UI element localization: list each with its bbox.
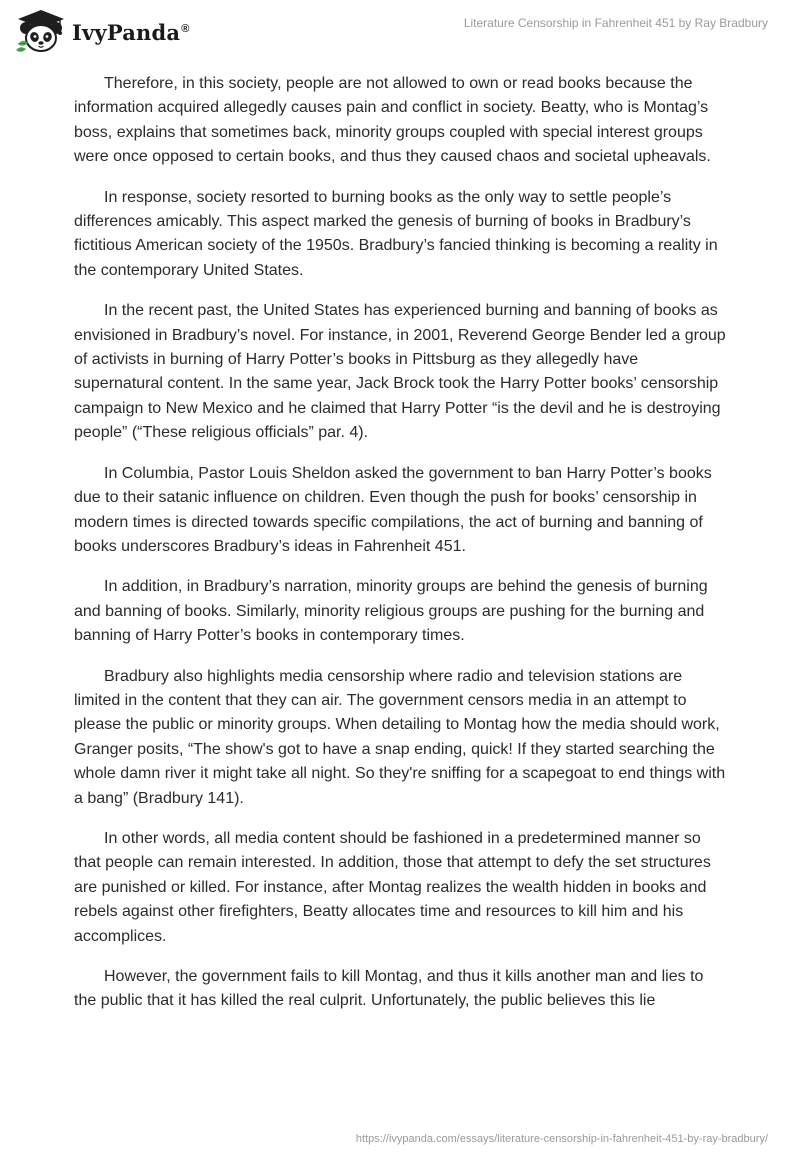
- paragraph: In addition, in Bradbury’s narration, minority groups are behind the genesis of burning and banning of books. Similarly, minority religious groups are pushing for the burning and banning of Harry Potter’s books in contemporary times.: [74, 578, 708, 645]
- paragraph: In the recent past, the United States has experienced burning and banning of books as envisioned in Bradbury’s novel. For instance, in 2001, Reverend George Bender led a group of activists in burning of Harry Potter’s books in Pittsburg as they allegedly have supernatural content. In the same year, Jack Brock took the Harry Potter books’ censorship campaign to New Mexico and he claimed that Harry Potter “is the devil and he is destroying people” (“These religious officials” par. 4).: [74, 302, 726, 442]
- essay-body: [74, 72, 730, 1030]
- brand-name-text: IvyPanda: [72, 19, 181, 45]
- paragraph: In other words, all media content should be fashioned in a predetermined manner so that people can remain interested. In addition, those that attempt to defy the set structures are punished or killed. For instance, after Montag realizes the wealth hidden in books and rebels against other firefighters, Beatty allocates time and resources to kill him and his accomplices.: [74, 829, 711, 945]
- panda-graduate-icon: [14, 8, 68, 54]
- brand-name: [72, 20, 190, 45]
- paragraph: In response, society resorted to burning books as the only way to settle people’s differences amicably. This aspect marked the genesis of burning of books in Bradbury’s fictitious American society of the 1950s. Bradbury’s fancied thinking is becoming a reality in the contemporary United States.: [74, 188, 718, 279]
- ivypanda-logo[interactable]: [14, 8, 190, 54]
- registered-mark: ®: [181, 22, 190, 35]
- page-header: [0, 0, 800, 60]
- paragraph: Therefore, in this society, people are not allowed to own or read books because the information acquired allegedly causes pain and conflict in society. Beatty, who is Montag’s boss, explains that sometimes back, minority groups coupled with special interest groups were once opposed to certain books, and thus they caused chaos and societal upheavals.: [74, 75, 711, 166]
- paragraph: In Columbia, Pastor Louis Sheldon asked the government to ban Harry Potter’s books due to their satanic influence on children. Even though the push for books’ censorship in modern times is directed towards specific compilations, the act of burning and banning of books underscores Bradbury’s ideas in Fahrenheit 451.: [74, 464, 712, 555]
- source-url[interactable]: https://ivypanda.com/essays/literature-censorship-in-fahrenheit-451-by-ray-bradbury/: [355, 1133, 768, 1145]
- document-title: Literature Censorship in Fahrenheit 451 by Ray Bradbury: [463, 16, 768, 30]
- paragraph: However, the government fails to kill Montag, and thus it kills another man and lies to the public that it has killed the real culprit. Unfortunately, the public believes this lie: [74, 968, 704, 1010]
- paragraph: Bradbury also highlights media censorship where radio and television stations are limited in the content that they can air. The government censors media in an attempt to please the public or minority groups. When detailing to Montag how the media should work, Granger posits, “The show's got to have a snap ending, quick! If they started searching the whole damn river it might take all night. So they're sniffing for a scapegoat to end things with a bang” (Bradbury 141).: [74, 667, 726, 807]
